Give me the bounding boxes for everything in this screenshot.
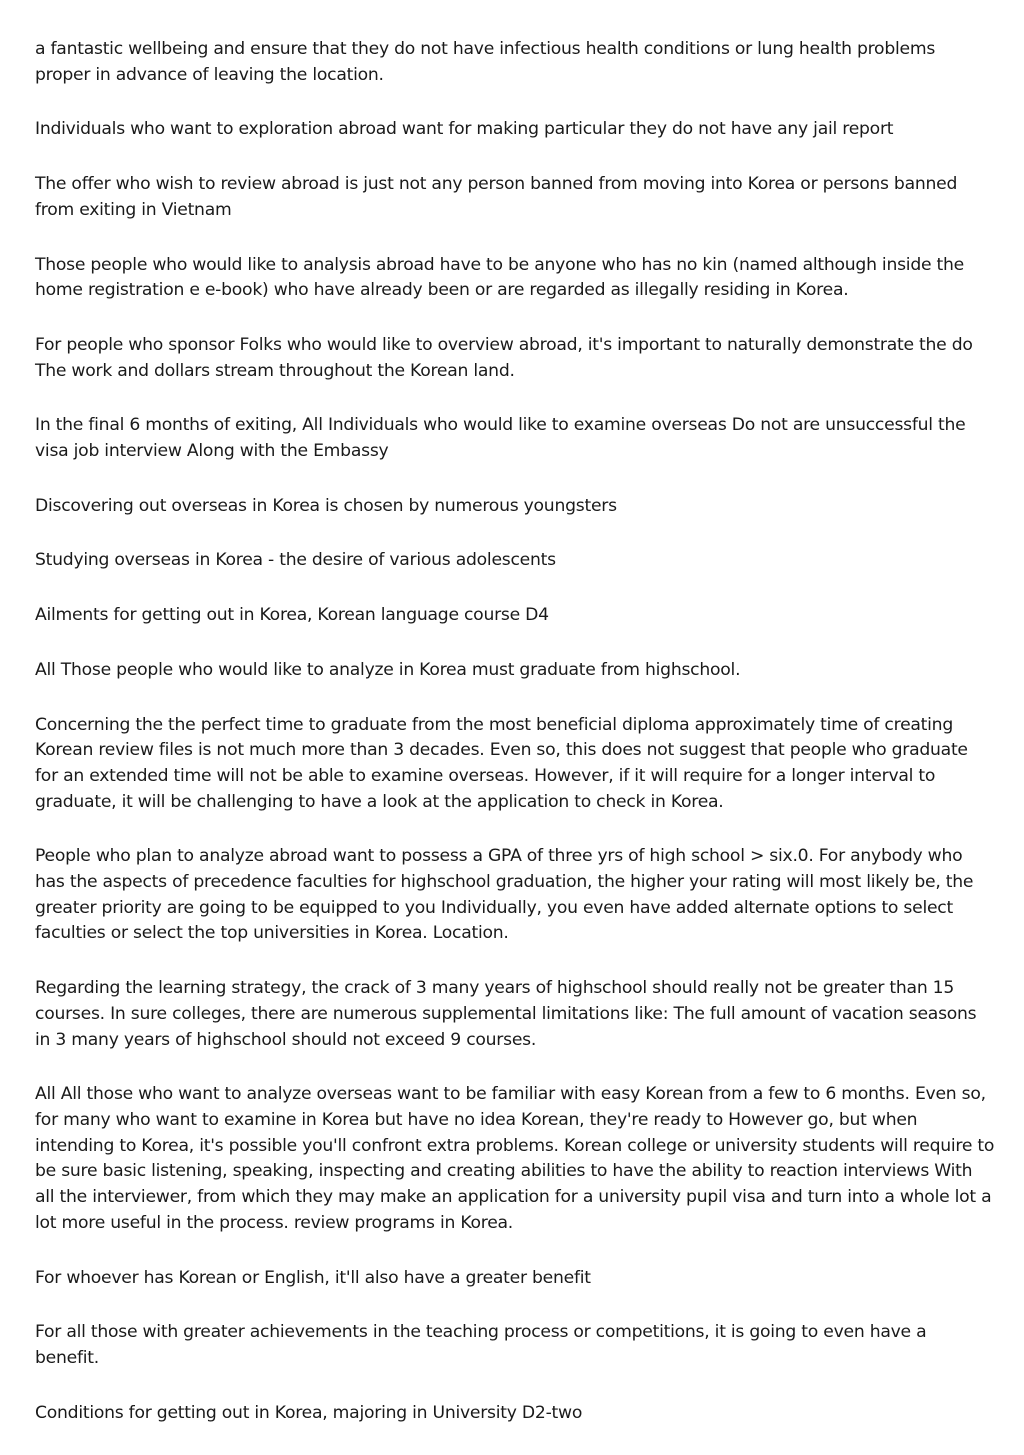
- paragraph-kin-illegal-residence: Those people who would like to analysis abroad have to be anyone who has no kin (named although inside the home registration e e-book) who have already been or are regarded as illegally residing in Korea.: [35, 254, 964, 301]
- paragraph-sponsor-finances: For people who sponsor Folks who would like to overview abroad, it's important to naturally demonstrate the do The work and dollars stream throughout the Korean land.: [35, 334, 973, 381]
- paragraph-learning-strategy: Regarding the learning strategy, the crack of 3 many years of highschool should really not be greater than 15 courses. In sure colleges, there are numerous supplemental limitations like: The full amount of vacation seasons in 3 many years of highschool should not exceed 9 courses.: [35, 978, 977, 1050]
- paragraph-banned-persons: The offer who wish to review abroad is just not any person banned from moving into Korea or persons banned from exiting in Vietnam: [35, 174, 958, 220]
- paragraph-jail-report: Individuals who want to exploration abroad want for making particular they do not have any jail report: [35, 119, 894, 140]
- paragraph-visa-interview: In the final 6 months of exiting, All Individuals who would like to examine overseas Do not are unsuccessful the visa job interview Along with the Embassy: [35, 415, 966, 462]
- paragraph-korean-language: All All those who want to analyze overseas want to be familiar with easy Korean from a few to 6 months. Even so, for many who want to examine in Korea but have no idea Korean, they're ready to However go, but when intending to Korea, it's possible you'll confront extra problems. Korean college or university students will require to be sure basic listening, speaking, inspecting and creating abilities to have the ability to reaction interviews With all the interviewer, from which they may make an application for a university pupil visa and turn into a whole lot a lot more useful in the process. review programs in Korea.: [35, 1084, 995, 1233]
- document-page: [35, 37, 995, 1455]
- paragraph-health-conditions: a fantastic wellbeing and ensure that they do not have infectious health conditions or lung health problems proper in advance of leaving the location.: [35, 39, 936, 85]
- paragraph-graduate-highschool: All Those people who would like to analyze in Korea must graduate from highschool.: [35, 659, 741, 680]
- paragraph-desire-of-adolescents: Studying overseas in Korea - the desire of various adolescents: [35, 550, 556, 571]
- paragraph-graduation-time: Concerning the the perfect time to graduate from the most beneficial diploma approximately time of creating Korean review files is not much more than 3 decades. Even so, this does not suggest that people who graduate for an extended time will not be able to examine overseas. However, if it will require for a longer interval to graduate, it will be challenging to have a look at the application to check in Korea.: [35, 714, 968, 812]
- paragraph-english-benefit: For whoever has Korean or English, it'll also have a greater benefit: [35, 1267, 591, 1288]
- paragraph-language-course-d4: Ailments for getting out in Korea, Korean language course D4: [35, 605, 549, 626]
- paragraph-gpa-requirement: People who plan to analyze abroad want to possess a GPA of three yrs of high school > six.0. For anybody who has the aspects of precedence faculties for highschool graduation, the higher your rating will most likely be, the greater priority are going to be equipped to you Individually, you even have added alternate options to select faculties or select the top universities in Korea. Location.: [35, 846, 974, 944]
- paragraph-university-d2: Conditions for getting out in Korea, majoring in University D2-two: [35, 1402, 583, 1423]
- paragraph-chosen-by-youngsters: Discovering out overseas in Korea is chosen by numerous youngsters: [35, 495, 617, 516]
- paragraph-achievements-benefit: For all those with greater achievements in the teaching process or competitions, it is going to even have a benefit.: [35, 1322, 927, 1368]
